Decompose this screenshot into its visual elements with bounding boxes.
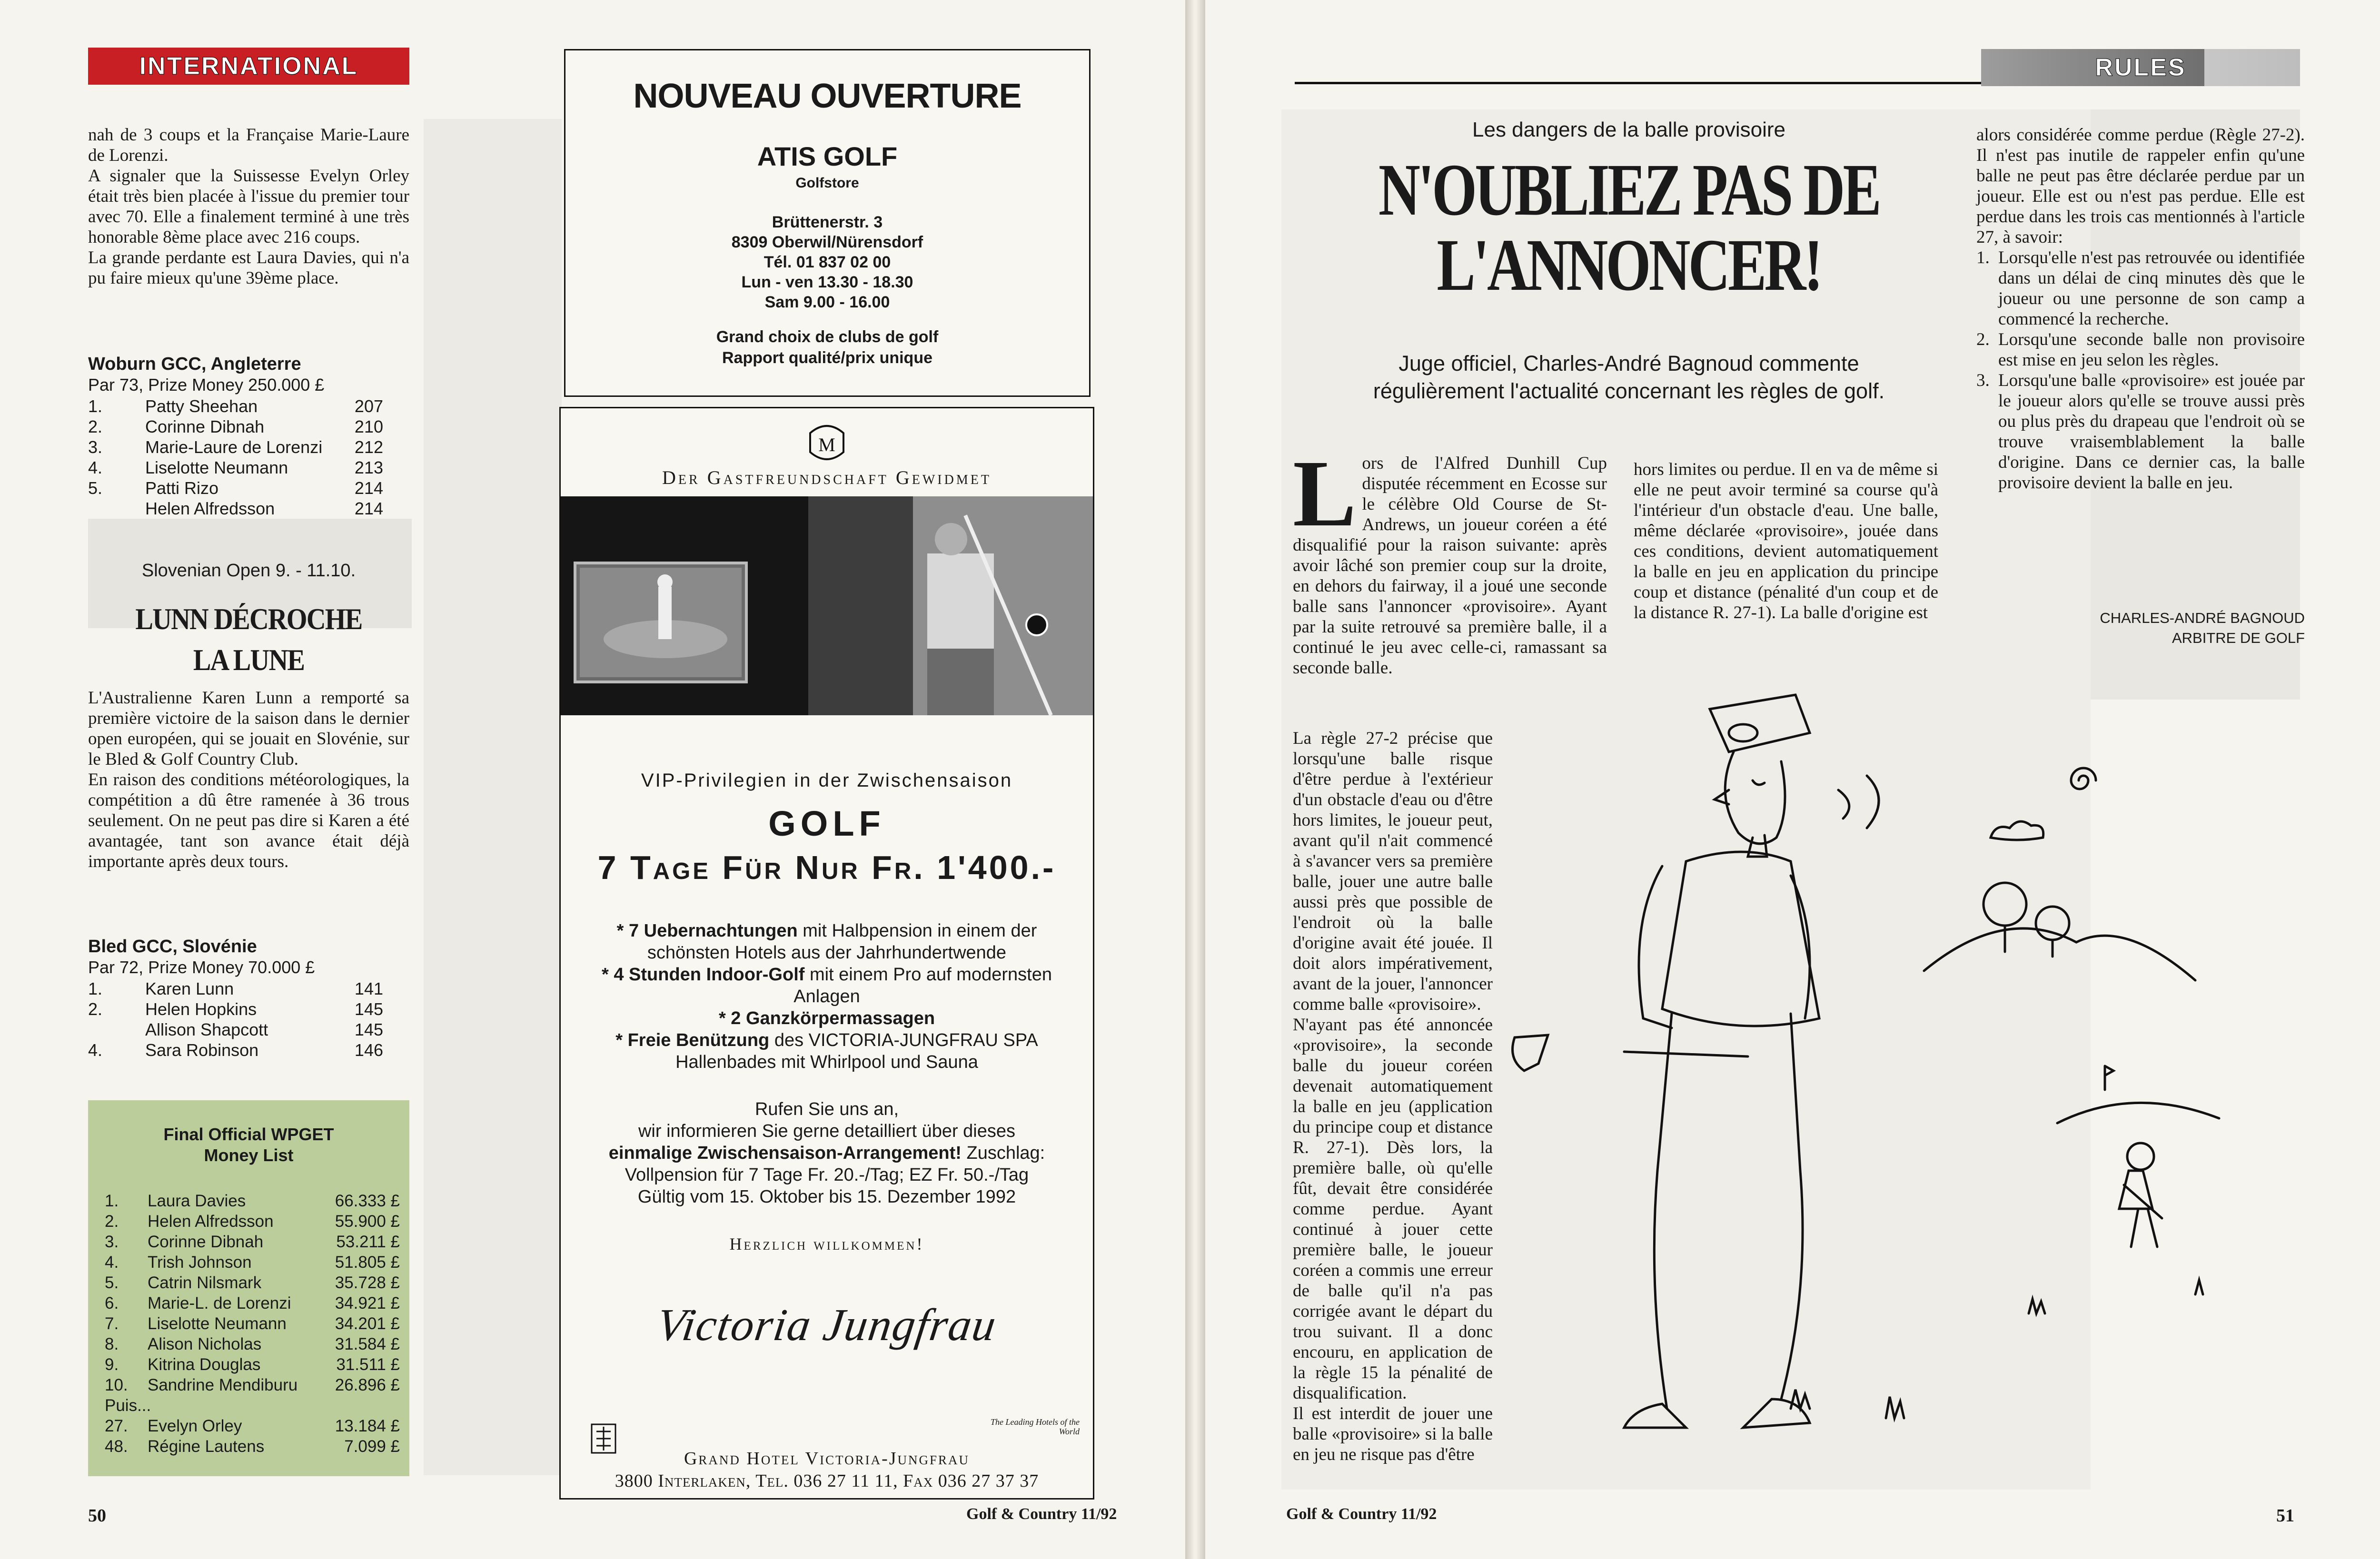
kicker: Les dangers de la balle provisoire <box>1472 118 1785 141</box>
table-row <box>88 478 383 498</box>
position: 1. <box>88 396 103 416</box>
player-name: Alison Nicholas <box>148 1335 262 1353</box>
player-name: Catrin Nilsmark <box>148 1273 262 1292</box>
player-name: Marie-Laure de Lorenzi <box>145 437 323 457</box>
player-name: Liselotte Neumann <box>148 1314 287 1333</box>
phone-line: Tél. 01 837 02 00 <box>764 253 891 271</box>
list-text: Lorsqu'une seconde balle non provisoire est mise en jeu selon les règles. <box>1998 330 2305 370</box>
article-headline <box>1373 148 1885 306</box>
position: Puis... <box>105 1396 151 1415</box>
player-name: Helen Hopkins <box>145 999 257 1019</box>
ad-item-bold: * Freie Benützung <box>615 1030 770 1050</box>
headline-line: N'OUBLIEZ PAS DE <box>1378 148 1880 231</box>
ad-item-bold: * 7 Uebernachtungen <box>616 921 798 941</box>
score: 146 <box>354 1040 383 1060</box>
prize-amount: 53.211 £ <box>336 1233 400 1251</box>
position: 2. <box>88 999 103 1019</box>
ad-item <box>580 1029 1074 1073</box>
player-name: Laura Davies <box>148 1192 246 1210</box>
score: 210 <box>354 417 383 436</box>
left-page <box>0 0 1185 1559</box>
headline <box>108 599 390 681</box>
prize-amount: 7.099 £ <box>344 1437 400 1456</box>
position: 27. <box>105 1417 128 1435</box>
money-list-table <box>105 1191 400 1457</box>
ad-contact: 3800 Interlaken, Tel. 036 27 11 11, Fax 036 27 37 37 <box>615 1471 1039 1491</box>
position: 2. <box>88 417 103 436</box>
player-name: Karen Lunn <box>145 979 234 998</box>
table-row <box>105 1211 400 1232</box>
ad-call-line: Vollpension für 7 Tage Fr. 20.-/Tag; EZ Fr. 50.-/Tag <box>625 1165 1029 1185</box>
deck-line: Juge officiel, Charles-André Bagnoud commente <box>1398 351 1859 375</box>
atis-golf-ad <box>564 49 1091 397</box>
results-title: Bled GCC, Slovénie <box>88 937 257 957</box>
position: 1. <box>88 979 103 998</box>
table-row <box>105 1313 400 1334</box>
paragraph: alors considérée comme perdue (Règle 27-2). Il n'est pas inutile de rappeler enfin qu'une balle ne peut pas être déclarée perdue par un joueur. Elle est ou n'est pas perdue. Elle est perdue dans les trois cas mentionnés à l'article 27, à savoir: <box>1976 125 2305 247</box>
page-number: 51 <box>2276 1506 2294 1526</box>
ad-item-bold: * 2 Ganzkörpermassagen <box>718 1008 935 1028</box>
table-row <box>88 978 383 999</box>
money-list-box <box>88 1100 409 1476</box>
position: 2. <box>105 1212 119 1231</box>
ad-item-text: mit Halbpension in einem der schönsten Hotels aus der Jahrhundertwende <box>647 921 1037 963</box>
score: 207 <box>354 396 383 416</box>
article-text <box>88 688 409 872</box>
article-column-3 <box>1976 125 2305 493</box>
score: 213 <box>354 458 383 477</box>
address-line: 8309 Oberwil/Nürensdorf <box>731 233 923 251</box>
paragraph: hors limites ou perdue. Il en va de même si elle ne peut avoir terminé sa course qu'à l'intérieur d'un obstacle d'eau. Une balle, même déclarée «provisoire», jouée dans ces conditions, devient automatiquement la balle en jeu en application du principe coup et distance (pénalité d'un coup et de la distance R. 27-1). La balle d'origine est <box>1634 460 1938 622</box>
section-tag: INTERNATIONAL <box>88 48 409 85</box>
score: 214 <box>354 499 383 518</box>
table-row <box>105 1416 400 1436</box>
intro-text <box>88 125 409 288</box>
header-rule <box>1295 82 2044 84</box>
results-title: Woburn GCC, Angleterre <box>88 354 301 374</box>
ad-hotel-name: Grand Hotel Victoria-Jungfrau <box>684 1449 970 1469</box>
deck-line: régulièrement l'actualité concernant les règles de golf. <box>1373 379 1885 403</box>
table-row <box>105 1436 400 1457</box>
ad-call-line: Rufen Sie uns an, <box>754 1099 899 1119</box>
score: 214 <box>354 478 383 498</box>
table-row <box>105 1191 400 1211</box>
ad-item-text: des VICTORIA-JUNGFRAU SPA Hallenbades mit Whirlpool und Sauna <box>675 1030 1038 1072</box>
prize-amount: 31.511 £ <box>336 1355 400 1374</box>
ad-motto: Der Gastfreundschaft Gewidmet <box>662 467 992 488</box>
player-name: Sara Robinson <box>145 1040 259 1060</box>
prize-amount: 66.333 £ <box>335 1192 400 1210</box>
player-name: Trish Johnson <box>148 1253 252 1272</box>
paragraph: nah de 3 coups et la Française Marie-Laure de Lorenzi. <box>88 125 409 165</box>
position: 7. <box>105 1314 119 1333</box>
table-row <box>105 1395 400 1416</box>
ad-call <box>580 1098 1074 1208</box>
ad-call-text: Zuschlag: <box>961 1143 1045 1163</box>
ad-items <box>580 920 1074 1073</box>
hotel-crest-icon <box>805 419 848 466</box>
position: 4. <box>88 1040 103 1060</box>
footer-folio: Golf & Country 11/92 <box>966 1505 1117 1523</box>
ad-subbrand: Golfstore <box>795 175 859 191</box>
leading-hotels-logo: The Leading Hotels of the World <box>991 1417 1080 1436</box>
list-item <box>1976 370 2305 493</box>
results-table <box>88 978 383 1060</box>
title-line: Final Official WPGET <box>163 1125 334 1144</box>
position: 3. <box>88 437 103 457</box>
prize-amount: 55.900 £ <box>335 1212 400 1231</box>
score: 212 <box>354 437 383 457</box>
list-number: 1. <box>1976 248 1990 267</box>
paragraph: L'Australienne Karen Lunn a remporté sa première victoire de la saison dans le dernier open européen, qui se jouait en Slovénie, sur le Bled & Golf Country Club. <box>88 688 409 769</box>
list-item <box>1976 329 2305 370</box>
tagline-line: Grand choix de clubs de golf <box>716 328 939 346</box>
show-through-shadow <box>424 119 562 1475</box>
headline-line: LUNN DÉCROCHE <box>135 602 362 636</box>
ad-item <box>580 920 1074 964</box>
position: 10. <box>105 1376 128 1394</box>
ad-offer: 7 Tage Für Nur Fr. 1'400.- <box>597 849 1056 886</box>
player-name: Corinne Dibnah <box>148 1233 264 1251</box>
paragraph: A signaler que la Suissesse Evelyn Orley était très bien placée à l'issue du premier tour avec 70. Elle a finalement terminé à une très honorable 8ème place avec 216 coups. <box>88 166 409 247</box>
table-row <box>88 437 383 457</box>
prize-amount: 51.805 £ <box>335 1253 400 1272</box>
golfer-cartoon-illustration <box>1505 638 2371 1447</box>
ad-call-line: wir informieren Sie gerne detailliert über dieses <box>638 1121 1016 1141</box>
table-row <box>105 1232 400 1252</box>
player-name: Allison Shapcott <box>145 1020 268 1039</box>
kicker: Slovenian Open 9. - 11.10. <box>141 561 356 581</box>
ad-call-line <box>580 1142 1074 1164</box>
position: 6. <box>105 1294 119 1312</box>
prize-amount: 26.896 £ <box>335 1376 400 1394</box>
list-item <box>1976 247 2305 329</box>
victoria-jungfrau-logo: Victoria Jungfrau <box>654 1299 1000 1350</box>
page-number: 50 <box>88 1506 106 1526</box>
paragraph: N'ayant pas été annoncée «provisoire», la seconde balle du joueur coréen devenait automatiquement la balle en jeu (application du principe coup et distance R. 27-1). Dès lors, la première balle, où qu'elle fût, devait être considérée comme perdue. Ayant continué à jouer cette première balle, le joueur coréen a commis une erreur de balle qu'il n'a pas corrigée avant le départ du trou suivant. Il a donc encouru, en application de la règle 15 la pénalité de disqualification. <box>1293 1015 1493 1403</box>
prize-amount: 35.728 £ <box>335 1273 400 1292</box>
ad-golf: GOLF <box>768 804 885 843</box>
list-number: 2. <box>1976 330 1990 349</box>
spine-gutter <box>1185 0 1205 1559</box>
position: 5. <box>88 478 103 498</box>
results-table <box>88 396 383 519</box>
prize-amount: 34.921 £ <box>335 1294 400 1312</box>
table-row <box>88 416 383 437</box>
drop-cap: L <box>1293 441 1357 546</box>
hours-line: Sam 9.00 - 16.00 <box>764 293 890 311</box>
table-row <box>105 1375 400 1395</box>
player-name: Régine Lautens <box>148 1437 265 1456</box>
table-row <box>105 1293 400 1313</box>
table-row <box>105 1334 400 1354</box>
player-name: Liselotte Neumann <box>145 458 288 477</box>
section-tag: RULES <box>1981 49 2300 86</box>
player-name: Patty Sheehan <box>145 396 258 416</box>
paragraph: En raison des conditions météorologiques, la compétition a dû être ramenée à 36 trous seulement. On ne peut pas dire si Karen a été avantagée, tant son avance était déjà importante après deux tours. <box>88 770 409 871</box>
ad-call-line: Gültig vom 15. Oktober bis 15. Dezember 1992 <box>637 1187 1016 1207</box>
article-column-1-continued <box>1293 728 1493 1465</box>
ad-brand: ATIS GOLF <box>757 141 898 171</box>
score: 141 <box>354 979 383 998</box>
prize-amount: 13.184 £ <box>335 1417 400 1435</box>
hours-line: Lun - ven 13.30 - 18.30 <box>741 273 913 291</box>
paragraph: La grande perdante est Laura Davies, qui n'a pu faire mieux qu'une 39ème place. <box>88 248 409 288</box>
position: 4. <box>88 458 103 477</box>
player-name: Marie-L. de Lorenzi <box>148 1294 291 1312</box>
ad-headline: NOUVEAU OUVERTURE <box>633 77 1021 115</box>
player-name: Kitrina Douglas <box>148 1355 261 1374</box>
paragraph: Il est interdit de jouer une balle «provisoire» si la balle en jeu ne risque pas d'être <box>1293 1404 1493 1464</box>
score: 145 <box>354 1020 383 1039</box>
article-column-2 <box>1634 459 1938 623</box>
position: 5. <box>105 1273 119 1292</box>
svg-text:M: M <box>818 434 835 455</box>
prize-amount: 31.584 £ <box>335 1335 400 1353</box>
headline-line: LA LUNE <box>193 643 305 677</box>
footer-folio: Golf & Country 11/92 <box>1286 1505 1437 1523</box>
table-row <box>88 498 383 519</box>
article-deck <box>1300 350 1957 405</box>
victoria-jungfrau-ad <box>559 407 1094 1500</box>
table-row <box>88 999 383 1019</box>
table-row <box>105 1252 400 1273</box>
list-text: Lorsqu'une balle «provisoire» est jouée par le joueur alors qu'elle se trouve aussi près ou plus près du drapeau que l'endroit où se trouve vraisemblablement la balle d'origine. Dans ce dernier cas, la balle provisoire devient la balle en jeu. <box>1998 371 2305 493</box>
position: 1. <box>105 1192 119 1210</box>
table-row <box>88 1040 383 1060</box>
results-subtitle: Par 73, Prize Money 250.000 £ <box>88 375 325 395</box>
indoor-golf-photo <box>561 496 1093 715</box>
tagline-line: Rapport qualité/prix unique <box>722 349 933 367</box>
paragraph: ors de l'Alfred Dunhill Cup disputée récemment en Ecosse sur le célèbre Old Course de St-Andrews, un joueur coréen a été disqualifié pour la raison suivante: après avoir lâché son premier coup sur la droite, en dehors du fairway, il a joué une seconde balle sans l'annoncer «provisoire». Ayant par la suite retrouvé sa première balle, il a continué le jeu avec celle-ci, ramassant sa seconde balle. <box>1293 454 1607 678</box>
ad-address <box>565 212 1089 312</box>
player-name: Helen Alfredsson <box>145 499 275 518</box>
table-row <box>105 1273 400 1293</box>
ad-tagline <box>565 326 1089 368</box>
position: 8. <box>105 1335 119 1353</box>
ad-call-bold: einmalige Zwischensaison-Arrangement! <box>608 1143 962 1163</box>
address-line: Brüttenerstr. 3 <box>772 213 883 231</box>
table-row <box>105 1354 400 1375</box>
player-name: Patti Rizo <box>145 478 219 498</box>
right-page <box>1205 0 2380 1559</box>
list-number: 3. <box>1976 371 1990 390</box>
player-name: Evelyn Orley <box>148 1417 242 1435</box>
results-subtitle: Par 72, Prize Money 70.000 £ <box>88 957 315 977</box>
ad-item <box>580 964 1074 1007</box>
position: 3. <box>105 1233 119 1251</box>
headline-line: L'ANNONCER! <box>1437 224 1821 306</box>
author-name: CHARLES-ANDRÉ BAGNOUD <box>2100 610 2305 626</box>
position: 4. <box>105 1253 119 1272</box>
score: 145 <box>354 999 383 1019</box>
ad-welcome: Herzlich willkommen! <box>729 1234 924 1253</box>
table-row <box>88 457 383 478</box>
ad-item-bold: * 4 Stunden Indoor-Golf <box>602 965 805 985</box>
ad-item <box>580 1007 1074 1029</box>
player-name: Helen Alfredsson <box>148 1212 274 1231</box>
author-title: ARBITRE DE GOLF <box>2172 630 2305 646</box>
ad-item-text: mit einem Pro auf modernsten Anlagen <box>793 965 1052 1006</box>
ad-vip: VIP-Privilegien in der Zwischensaison <box>641 770 1013 791</box>
prize-amount: 34.201 £ <box>335 1314 400 1333</box>
list-text: Lorsqu'elle n'est pas retrouvée ou identifiée dans un délai de cinq minutes dès que le joueur ou une personne de son camp a commencé la recherche. <box>1998 248 2305 329</box>
table-row <box>88 1019 383 1040</box>
player-name: Corinne Dibnah <box>145 417 265 436</box>
position: 48. <box>105 1437 128 1456</box>
title-line: Money List <box>204 1145 294 1165</box>
paragraph: La règle 27-2 précise que lorsqu'une balle risque d'être perdue à l'extérieur d'un obstacle d'eau ou d'être hors limites, le joueur peut, avant qu'il n'ait commencé à s'avancer vers sa première balle, jouer une autre balle aussi près que possible de l'endroit où la balle d'origine avait été jouée. Il doit alors impérativement, avant de la jouer, l'annoncer comme balle «provisoire». <box>1293 729 1493 1014</box>
position: 9. <box>105 1355 119 1374</box>
table-row <box>88 396 383 416</box>
money-list-title <box>88 1124 409 1166</box>
player-name: Sandrine Mendiburu <box>148 1376 298 1394</box>
